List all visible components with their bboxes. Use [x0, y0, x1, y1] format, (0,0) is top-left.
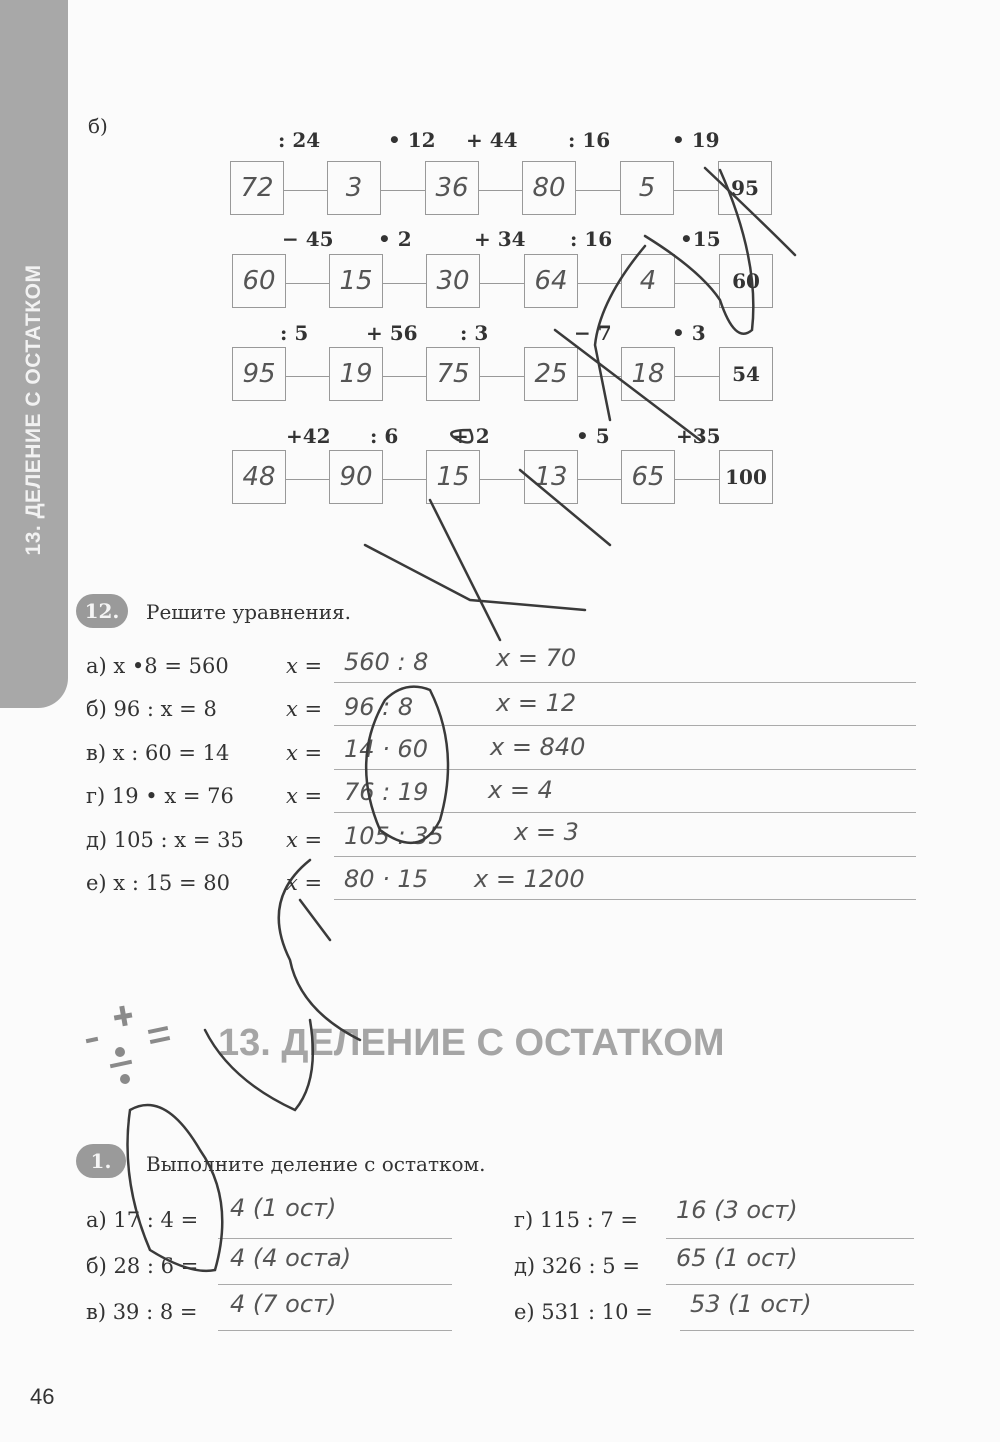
- answer-line[interactable]: [334, 812, 916, 813]
- chain-box-input[interactable]: 13: [524, 450, 578, 504]
- division-row: [514, 1244, 914, 1288]
- division-row: [86, 1244, 456, 1288]
- chain-connector: [250, 479, 755, 480]
- chain-connector: [250, 283, 755, 284]
- chain-op: : 3: [460, 321, 489, 345]
- chain-box-input[interactable]: 18: [621, 347, 675, 401]
- chain-box-input[interactable]: 19: [329, 347, 383, 401]
- chain-op: − 45: [282, 227, 334, 251]
- chain-box-result: 100: [719, 450, 773, 504]
- handwritten-work: 80 · 15: [344, 865, 428, 893]
- task-title: Выполните деление с остатком.: [146, 1152, 486, 1176]
- answer-line[interactable]: [666, 1284, 914, 1285]
- division-row: [86, 1194, 456, 1242]
- chain-box-input[interactable]: 90: [329, 450, 383, 504]
- equation-label: д) 105 : x = 35: [86, 828, 244, 852]
- handwritten-answer: x = 3: [514, 818, 579, 846]
- division-row: [514, 1290, 914, 1334]
- chain-box-input[interactable]: 65: [621, 450, 675, 504]
- chain-box-input[interactable]: 5: [620, 161, 674, 215]
- equation-row: [86, 776, 916, 814]
- handwritten-work: 560 : 8: [344, 648, 429, 676]
- division-label: д) 326 : 5 =: [514, 1254, 640, 1278]
- equation-label: а) x •8 = 560: [86, 654, 229, 678]
- task-title: Решите уравнения.: [146, 600, 352, 624]
- handwritten-answer: 53 (1 ост): [690, 1290, 812, 1318]
- chain-box-input[interactable]: 75: [426, 347, 480, 401]
- division-label: е) 531 : 10 =: [514, 1300, 653, 1324]
- division-label: в) 39 : 8 =: [86, 1300, 198, 1324]
- chain-connector: [250, 190, 755, 191]
- handwritten-work: 96 : 8: [344, 693, 414, 721]
- chain-box-input[interactable]: 60: [232, 254, 286, 308]
- chain-op: + 2: [452, 424, 490, 448]
- task-number-badge: 12.: [76, 594, 128, 628]
- chain-op: • 19: [672, 128, 720, 152]
- chain-box-input[interactable]: 4: [621, 254, 675, 308]
- division-label: б) 28 : 6 =: [86, 1254, 199, 1278]
- handwritten-work: 105 : 35: [344, 822, 444, 850]
- chain-op: •15: [680, 227, 721, 251]
- handwritten-work: 76 : 19: [344, 778, 429, 806]
- chain-op: : 16: [568, 128, 611, 152]
- equation-label: г) 19 • x = 76: [86, 784, 234, 808]
- equation-label: е) x : 15 = 80: [86, 871, 230, 895]
- handwritten-answer: 4 (1 ост): [230, 1194, 337, 1222]
- answer-line[interactable]: [680, 1330, 914, 1331]
- chain-box-input[interactable]: 25: [524, 347, 578, 401]
- equation-row: [86, 865, 916, 901]
- section-title: 13. ДЕЛЕНИЕ С ОСТАТКОМ: [218, 1022, 725, 1064]
- chapter-side-tab: [0, 0, 68, 708]
- chain-op: − 7: [574, 321, 612, 345]
- x-equals-label: x =: [286, 828, 323, 852]
- chain-connector: [250, 376, 755, 377]
- x-equals-label: x =: [286, 697, 323, 721]
- chain-box-input[interactable]: 36: [425, 161, 479, 215]
- division-row: [514, 1196, 914, 1242]
- x-equals-label: x =: [286, 654, 323, 678]
- answer-line[interactable]: [218, 1284, 452, 1285]
- equation-label: в) x : 60 = 14: [86, 741, 230, 765]
- chain-box-input[interactable]: 48: [232, 450, 286, 504]
- answer-line[interactable]: [218, 1330, 452, 1331]
- answer-line[interactable]: [334, 682, 916, 683]
- chain-box-input[interactable]: 64: [524, 254, 578, 308]
- chain-box-input[interactable]: 15: [329, 254, 383, 308]
- chain-box-result: 60: [719, 254, 773, 308]
- handwritten-answer: x = 1200: [474, 865, 585, 893]
- chain-box-input[interactable]: 30: [426, 254, 480, 308]
- handwritten-answer: 65 (1 ост): [676, 1244, 798, 1272]
- answer-line[interactable]: [334, 856, 916, 857]
- chain-box-input[interactable]: 3: [327, 161, 381, 215]
- x-equals-label: x =: [286, 871, 323, 895]
- answer-line[interactable]: [218, 1238, 452, 1239]
- x-equals-label: x =: [286, 784, 323, 808]
- equation-row: [86, 644, 916, 684]
- equation-row: [86, 689, 916, 727]
- part-b-label: б): [88, 114, 108, 138]
- chain-op: + 34: [474, 227, 526, 251]
- chain-box-input[interactable]: 15: [426, 450, 480, 504]
- x-equals-label: x =: [286, 741, 323, 765]
- chain-op: : 24: [278, 128, 321, 152]
- handwritten-answer: 4 (7 ост): [230, 1290, 337, 1318]
- chain-op: • 12: [388, 128, 436, 152]
- chain-box-input[interactable]: 95: [232, 347, 286, 401]
- handwritten-answer: x = 70: [496, 644, 577, 672]
- chain-op: • 2: [378, 227, 412, 251]
- division-label: г) 115 : 7 =: [514, 1208, 639, 1232]
- equation-row: [86, 733, 916, 771]
- handwritten-answer: x = 12: [496, 689, 577, 717]
- chain-op: : 5: [280, 321, 309, 345]
- chain-box-result: 54: [719, 347, 773, 401]
- chain-op: +35: [676, 424, 721, 448]
- chain-box-result: 95: [718, 161, 772, 215]
- chain-op: • 5: [576, 424, 610, 448]
- page-number: 46: [30, 1384, 55, 1409]
- handwritten-answer: x = 4: [488, 776, 553, 804]
- chain-op: + 44: [466, 128, 518, 152]
- division-label: а) 17 : 4 =: [86, 1208, 199, 1232]
- task-number-badge: 1.: [76, 1144, 126, 1178]
- handwritten-answer: 16 (3 ост): [676, 1196, 798, 1224]
- chapter-side-title: 13. ДЕЛЕНИЕ С ОСТАТКОМ: [22, 264, 45, 556]
- chain-box-input[interactable]: 72: [230, 161, 284, 215]
- handwritten-work: 14 · 60: [344, 735, 428, 763]
- chain-op: • 3: [672, 321, 706, 345]
- chain-box-input[interactable]: 80: [522, 161, 576, 215]
- equation-row: [86, 818, 916, 858]
- answer-line[interactable]: [666, 1238, 914, 1239]
- answer-line[interactable]: [334, 769, 916, 770]
- chain-op: + 56: [366, 321, 418, 345]
- handwritten-answer: 4 (4 оста): [230, 1244, 352, 1272]
- chain-op: : 16: [570, 227, 613, 251]
- answer-line[interactable]: [334, 899, 916, 900]
- math-operations-icon: [80, 1000, 180, 1090]
- answer-line[interactable]: [334, 725, 916, 726]
- handwritten-answer: x = 840: [490, 733, 586, 761]
- equation-label: б) 96 : x = 8: [86, 697, 217, 721]
- division-row: [86, 1290, 456, 1334]
- chain-op: +42: [286, 424, 331, 448]
- chain-op: : 6: [370, 424, 399, 448]
